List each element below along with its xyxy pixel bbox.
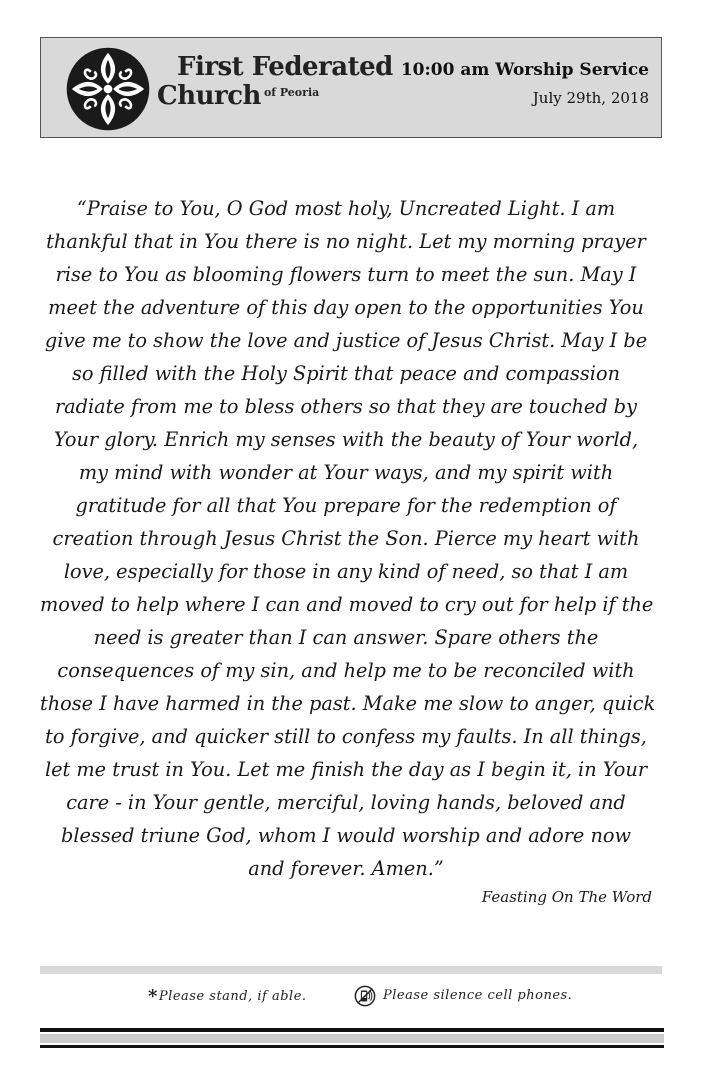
prayer-line: consequences of my sin, and help me to be reconciled with	[57, 659, 635, 682]
logo-of-peoria: of Peoria	[263, 86, 320, 99]
prayer-text	[40, 192, 656, 885]
prayer-line: those I have harmed in the past. Make me slow to anger, quick	[40, 692, 656, 715]
prayer-line: thankful that in You there is no night. Let my morning prayer	[46, 230, 646, 253]
silence-phone-icon	[354, 985, 376, 1007]
prayer-line: let me trust in You. Let me finish the day as I begin it, in Your	[44, 758, 648, 781]
prayer-line: blessed triune God, whom I would worship and adore now	[61, 824, 631, 847]
bottom-rule-dark	[40, 1028, 664, 1032]
stand-notice	[148, 986, 307, 1007]
logo-line-church	[157, 78, 319, 114]
bottom-rule-gray	[40, 1034, 664, 1043]
asterisk-icon: *	[148, 986, 158, 1007]
prayer-line: my mind with wonder at Your ways, and my spirit with	[78, 461, 614, 484]
prayer-line: creation through Jesus Christ the Son. Pierce my heart with	[52, 527, 640, 550]
service-title: 10:00 am Worship Service	[400, 60, 649, 80]
logo-line-first-federated: First Federated	[177, 52, 393, 82]
stand-notice-text: Please stand, if able.	[158, 989, 307, 1004]
prayer-line: to forgive, and quicker still to confess my faults. In all things,	[45, 725, 647, 748]
prayer-line: meet the adventure of this day open to the opportunities You	[48, 296, 644, 319]
prayer-line: moved to help where I can and moved to cry out for help if the	[40, 593, 654, 616]
prayer-line: need is greater than I can answer. Spare others the	[93, 626, 599, 649]
bottom-rule-thin	[40, 1045, 664, 1048]
prayer-line: rise to You as blooming flowers turn to meet the sun. May I	[55, 263, 637, 286]
silence-phones-notice: Please silence cell phones.	[383, 988, 573, 1003]
fleur-cross-emblem-icon	[65, 46, 151, 132]
prayer-line: love, especially for those in any kind of need, so that I am	[63, 560, 629, 583]
prayer-line: and forever. Amen.”	[248, 857, 444, 880]
church-logo-text	[153, 52, 393, 122]
prayer-line: care - in Your gentle, merciful, loving hands, beloved and	[66, 791, 626, 814]
prayer-line: gratitude for all that You prepare for the redemption of	[75, 494, 617, 517]
prayer-line: radiate from me to bless others so that they are touched by	[54, 395, 638, 418]
prayer-attribution: Feasting On The Word	[481, 888, 652, 906]
footer-divider-band	[40, 966, 662, 974]
prayer-line: Your glory. Enrich my senses with the beauty of Your world,	[53, 428, 639, 451]
service-date: July 29th, 2018	[532, 89, 649, 107]
logo-word-church: Church	[157, 81, 261, 111]
header-banner	[40, 37, 662, 138]
prayer-line: give me to show the love and justice of Jesus Christ. May I be	[44, 329, 648, 352]
prayer-line: so filled with the Holy Spirit that peace and compassion	[72, 362, 620, 385]
prayer-line: “Praise to You, O God most holy, Uncreated Light. I am	[76, 197, 616, 220]
